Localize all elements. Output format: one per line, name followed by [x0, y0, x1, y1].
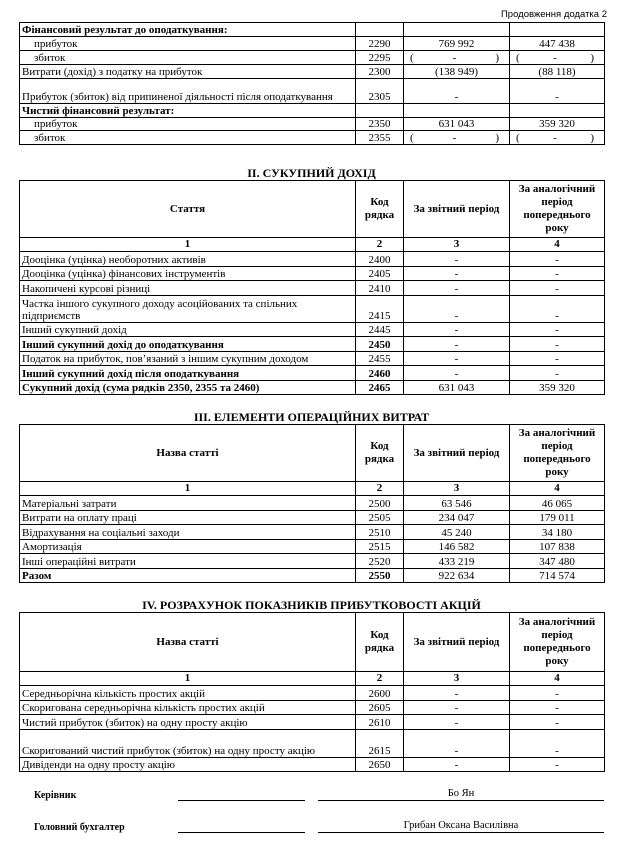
row-current-value: 146 582 — [404, 539, 510, 554]
table-row — [20, 37, 605, 51]
col-num-1: 1 — [20, 482, 356, 496]
row-previous-value — [510, 104, 605, 118]
header-current: За звітний період — [404, 613, 510, 672]
col-num-1: 1 — [20, 672, 356, 686]
header-code: Код рядка — [356, 181, 404, 238]
table-row — [20, 252, 605, 267]
row-code: 2300 — [356, 65, 404, 79]
row-current-value: (138 949) — [404, 65, 510, 79]
row-code: 2295 — [356, 51, 404, 65]
header-previous: За аналогічний період попереднього року — [510, 181, 605, 238]
row-previous-value: 179 011 — [510, 510, 605, 525]
header-article: Стаття — [20, 181, 356, 238]
row-current-value: - — [404, 729, 510, 757]
col-num-3: 3 — [404, 482, 510, 496]
row-previous-value: - — [510, 322, 605, 337]
row-previous-value: ( - ) — [510, 51, 605, 65]
row-label: збиток — [20, 51, 356, 65]
row-label: збиток — [20, 131, 356, 145]
table-row — [20, 496, 605, 511]
row-current-value: - — [404, 295, 510, 322]
row-code: 2550 — [356, 568, 404, 583]
accountant-signature-line — [178, 832, 305, 833]
col-num-2: 2 — [356, 672, 404, 686]
header-article: Назва статті — [20, 425, 356, 482]
row-current-value: 45 240 — [404, 525, 510, 540]
table-row — [20, 686, 605, 701]
header-current: За звітний період — [404, 425, 510, 482]
row-code: 2615 — [356, 729, 404, 757]
row-previous-value: ( - ) — [510, 131, 605, 145]
col-num-2: 2 — [356, 482, 404, 496]
row-current-value: - — [404, 252, 510, 267]
row-current-value — [404, 23, 510, 37]
row-code: 2650 — [356, 757, 404, 772]
table-row — [20, 700, 605, 715]
table-row — [20, 729, 605, 757]
col-num-4: 4 — [510, 238, 605, 252]
accountant-label: Головний бухгалтер — [34, 822, 125, 833]
row-label: Сукупний дохід (сума рядків 2350, 2355 та 2460) — [20, 380, 356, 395]
financial-result-table — [19, 22, 605, 145]
header-previous: За аналогічний період попереднього року — [510, 425, 605, 482]
row-label: Разом — [20, 568, 356, 583]
row-previous-value: 447 438 — [510, 37, 605, 51]
row-current-value — [404, 104, 510, 118]
row-previous-value: 359 320 — [510, 118, 605, 131]
table-row — [20, 118, 605, 131]
row-label: Інший сукупний дохід до оподаткування — [20, 337, 356, 352]
header-previous: За аналогічний період попереднього року — [510, 613, 605, 672]
table-row — [20, 351, 605, 366]
row-code: 2505 — [356, 510, 404, 525]
table-row — [20, 51, 605, 65]
row-label: Податок на прибуток, пов’язаний з іншим сукупним доходом — [20, 351, 356, 366]
table-row — [20, 568, 605, 583]
col-num-2: 2 — [356, 238, 404, 252]
table-row — [20, 525, 605, 540]
row-code: 2445 — [356, 322, 404, 337]
row-label: Накопичені курсові різниці — [20, 281, 356, 296]
row-code: 2290 — [356, 37, 404, 51]
row-label: Дооцінка (уцінка) необоротних активів — [20, 252, 356, 267]
row-previous-value: - — [510, 252, 605, 267]
row-label: Витрати (дохід) з податку на прибуток — [20, 65, 356, 79]
row-previous-value: 46 065 — [510, 496, 605, 511]
row-label: прибуток — [20, 118, 356, 131]
table-row — [20, 266, 605, 281]
header-current: За звітний період — [404, 181, 510, 238]
table-row — [20, 757, 605, 772]
row-label: Частка іншого сукупного доходу асоційованих та спільних підприємств — [20, 295, 356, 322]
row-label: прибуток — [20, 37, 356, 51]
row-current-value: 433 219 — [404, 554, 510, 569]
row-current-value: 922 634 — [404, 568, 510, 583]
row-label: Матеріальні затрати — [20, 496, 356, 511]
row-current-value: 631 043 — [404, 118, 510, 131]
table-row — [20, 131, 605, 145]
row-current-value: - — [404, 366, 510, 381]
row-current-value: - — [404, 281, 510, 296]
row-label: Фінансовий результат до оподаткування: — [20, 23, 356, 37]
row-previous-value: 347 480 — [510, 554, 605, 569]
section-4-title: IV. РОЗРАХУНОК ПОКАЗНИКІВ ПРИБУТКОВОСТІ АКЦІЙ — [142, 598, 481, 612]
director-name: Бо Ян — [447, 788, 475, 799]
row-label: Амортизація — [20, 539, 356, 554]
row-current-value: 234 047 — [404, 510, 510, 525]
col-num-1: 1 — [20, 238, 356, 252]
row-code: 2515 — [356, 539, 404, 554]
row-code: 2510 — [356, 525, 404, 540]
row-current-value: - — [404, 266, 510, 281]
row-current-value: - — [404, 715, 510, 730]
row-label: Інший сукупний дохід після оподаткування — [20, 366, 356, 381]
row-code: 2610 — [356, 715, 404, 730]
row-previous-value: - — [510, 281, 605, 296]
row-previous-value: 34 180 — [510, 525, 605, 540]
row-label: Витрати на оплату праці — [20, 510, 356, 525]
row-code: 2355 — [356, 131, 404, 145]
table-row — [20, 281, 605, 296]
row-previous-value: - — [510, 337, 605, 352]
row-code: 2405 — [356, 266, 404, 281]
row-label: Інший сукупний дохід — [20, 322, 356, 337]
row-previous-value: 714 574 — [510, 568, 605, 583]
row-label: Середньорічна кількість простих акцій — [20, 686, 356, 701]
row-current-value: - — [404, 79, 510, 104]
section-2-title: II. СУКУПНИЙ ДОХІД — [247, 166, 376, 180]
table-row — [20, 539, 605, 554]
col-num-4: 4 — [510, 672, 605, 686]
row-code: 2500 — [356, 496, 404, 511]
row-code: 2410 — [356, 281, 404, 296]
row-code: 2520 — [356, 554, 404, 569]
row-code: 2600 — [356, 686, 404, 701]
table-row — [20, 337, 605, 352]
director-signature-line — [178, 800, 305, 801]
row-label: Дооцінка (уцінка) фінансових інструментів — [20, 266, 356, 281]
row-current-value: - — [404, 322, 510, 337]
header-article: Назва статті — [20, 613, 356, 672]
row-label: Чистий прибуток (збиток) на одну просту акцію — [20, 715, 356, 730]
row-current-value: - — [404, 700, 510, 715]
row-label: Прибуток (збиток) від припиненої діяльності після оподаткування — [20, 79, 356, 104]
table-row — [20, 554, 605, 569]
row-code — [356, 104, 404, 118]
row-current-value: - — [404, 686, 510, 701]
row-previous-value: - — [510, 686, 605, 701]
row-previous-value — [510, 23, 605, 37]
table-row — [20, 295, 605, 322]
row-code: 2400 — [356, 252, 404, 267]
row-code: 2460 — [356, 366, 404, 381]
row-current-value: ( - ) — [404, 51, 510, 65]
row-code: 2605 — [356, 700, 404, 715]
row-current-value: 631 043 — [404, 380, 510, 395]
row-current-value: ( - ) — [404, 131, 510, 145]
table-row — [20, 23, 605, 37]
row-previous-value: - — [510, 366, 605, 381]
section-3-title: III. ЕЛЕМЕНТИ ОПЕРАЦІЙНИХ ВИТРАТ — [193, 410, 430, 424]
row-previous-value: - — [510, 729, 605, 757]
row-code: 2305 — [356, 79, 404, 104]
row-previous-value: - — [510, 757, 605, 772]
row-label: Скоригована середньорічна кількість простих акцій — [20, 700, 356, 715]
row-current-value: - — [404, 351, 510, 366]
row-current-value: - — [404, 757, 510, 772]
row-current-value: - — [404, 337, 510, 352]
director-name-line — [318, 800, 604, 801]
col-num-4: 4 — [510, 482, 605, 496]
operating-expenses-table — [19, 424, 605, 583]
accountant-name-line — [318, 832, 604, 833]
row-previous-value: - — [510, 715, 605, 730]
table-row — [20, 366, 605, 381]
header-code: Код рядка — [356, 613, 404, 672]
continuation-note: Продовження додатка 2 — [500, 9, 607, 20]
director-label: Керівник — [34, 790, 77, 801]
row-previous-value: - — [510, 79, 605, 104]
row-code — [356, 23, 404, 37]
share-profitability-table — [19, 612, 605, 772]
row-previous-value: (88 118) — [510, 65, 605, 79]
table-row — [20, 715, 605, 730]
row-previous-value: 359 320 — [510, 380, 605, 395]
row-code: 2465 — [356, 380, 404, 395]
table-row — [20, 65, 605, 79]
row-previous-value: - — [510, 266, 605, 281]
col-num-3: 3 — [404, 238, 510, 252]
accountant-name: Грибан Оксана Василівна — [403, 820, 519, 831]
row-label: Інші операційні витрати — [20, 554, 356, 569]
row-code: 2450 — [356, 337, 404, 352]
row-previous-value: 107 838 — [510, 539, 605, 554]
table-row — [20, 104, 605, 118]
row-previous-value: - — [510, 700, 605, 715]
table-row — [20, 79, 605, 104]
row-code: 2415 — [356, 295, 404, 322]
table-row — [20, 380, 605, 395]
row-label: Скоригований чистий прибуток (збиток) на одну просту акцію — [20, 729, 356, 757]
row-code: 2350 — [356, 118, 404, 131]
table-row — [20, 510, 605, 525]
row-previous-value: - — [510, 295, 605, 322]
col-num-3: 3 — [404, 672, 510, 686]
row-label: Чистий фінансовий результат: — [20, 104, 356, 118]
row-code: 2455 — [356, 351, 404, 366]
comprehensive-income-table — [19, 180, 605, 395]
row-previous-value: - — [510, 351, 605, 366]
row-label: Відрахування на соціальні заходи — [20, 525, 356, 540]
row-current-value: 63 546 — [404, 496, 510, 511]
row-label: Дивіденди на одну просту акцію — [20, 757, 356, 772]
table-row — [20, 322, 605, 337]
row-current-value: 769 992 — [404, 37, 510, 51]
header-code: Код рядка — [356, 425, 404, 482]
